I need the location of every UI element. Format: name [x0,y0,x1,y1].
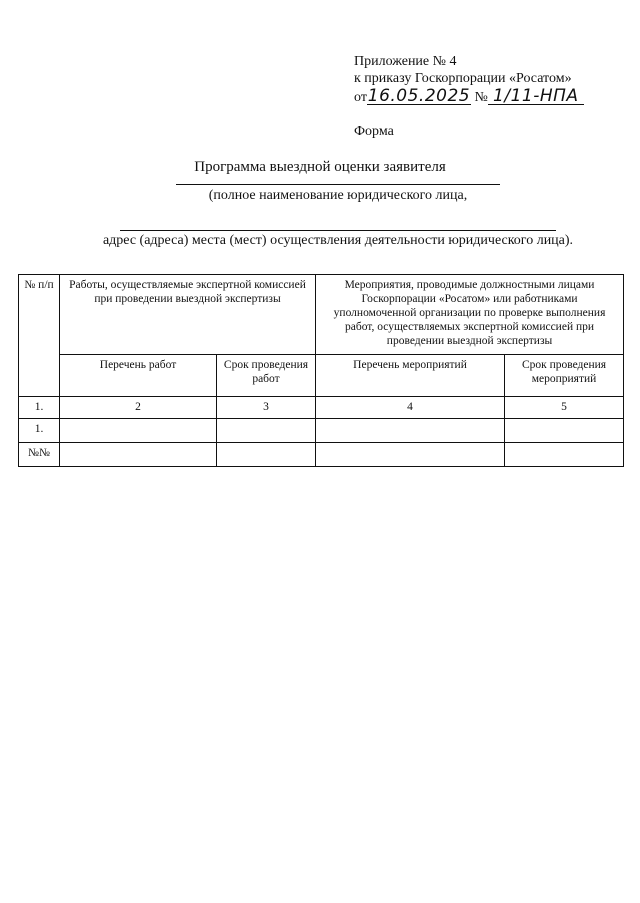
table-cell [505,419,624,443]
number-prefix: № [474,90,488,105]
table-cell [316,443,505,467]
numbering-cell: 1. [19,397,60,419]
row-number-cell: 1. [19,419,60,443]
numbering-cell: 3 [217,397,316,419]
header-cell-works: Работы, осуществляемые экспертной комиссией при проведении выездной экспертизы [60,275,316,355]
table-cell [217,419,316,443]
entity-name-line [176,184,500,185]
address-caption: адрес (адреса) места (мест) осуществления деятельности юридического лица). [102,233,574,248]
program-table [18,274,624,467]
table-numbering-row [19,397,624,419]
table-cell [217,443,316,467]
number-handwritten: 1/11-НПА [488,88,584,105]
subheader-measures-term: Срок проведения мероприятий [505,355,624,397]
header-cell-measures: Мероприятия, проводимые должностными лицами Госкорпорации «Росатом» или работниками уполномоченной организации по проверке выполнения работ, осуществляемых экспертной комиссией при проведении выездной экспертизы [316,275,624,355]
appendix-number: Приложение № 4 [354,54,457,69]
date-handwritten: 16.05.2025 [367,86,471,106]
header-cell-number: № п/п [19,275,60,397]
date-prefix: от [354,90,367,105]
table-row [19,443,624,467]
table-cell [60,443,217,467]
form-label: Форма [354,124,394,139]
table-row [19,419,624,443]
table-cell [60,419,217,443]
subheader-works-list: Перечень работ [60,355,217,397]
entity-caption: (полное наименование юридического лица, [208,188,468,203]
numbering-cell: 2 [60,397,217,419]
table-cell [505,443,624,467]
subheader-works-term: Срок проведения работ [217,355,316,397]
numbering-cell: 5 [505,397,624,419]
table-subheader-row [19,355,624,397]
subheader-measures-list: Перечень мероприятий [316,355,505,397]
order-reference: к приказу Госкорпорации «Росатом» [354,71,572,86]
table-header-row [19,275,624,355]
address-line [120,230,556,231]
numbering-cell: 4 [316,397,505,419]
row-number-cell: №№ [19,443,60,467]
order-date-line [354,88,584,106]
table-cell [316,419,505,443]
page-title: Программа выездной оценки заявителя [194,159,446,175]
